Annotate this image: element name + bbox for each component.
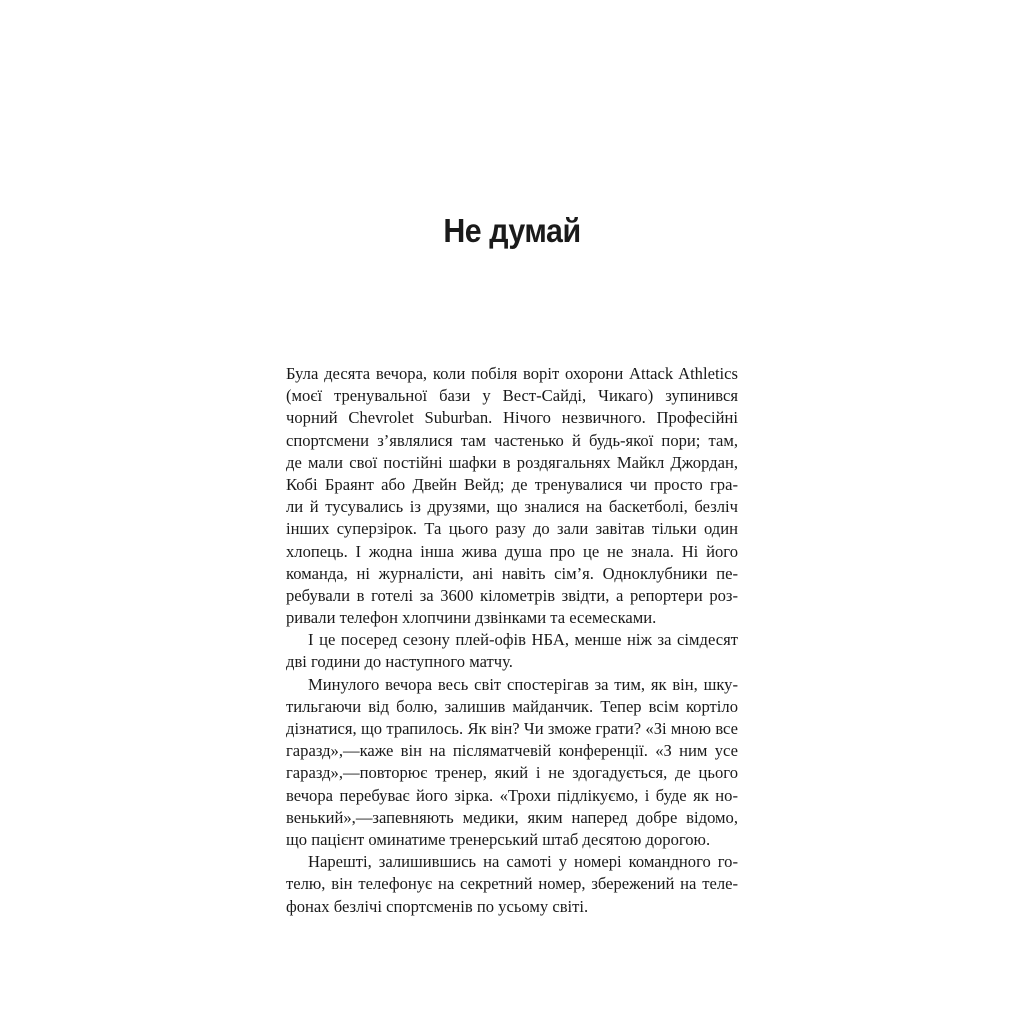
text-line: ли й тусувались із друзями, що зналися на баскетболі, безліч xyxy=(286,497,738,517)
text-line: хлопець. І жодна інша жива душа про це не знала. Ні його xyxy=(286,541,738,561)
text-line: інших суперзірок. Та цього разу до зали завітав тільки один xyxy=(286,519,738,539)
text-line: команда, ні журналісти, ані навіть сім’я. Одноклубники пе- xyxy=(286,563,738,583)
text-line: гаразд»,—каже він на післяматчевій конференції. «З ним усе xyxy=(286,741,738,761)
text-line: що пацієнт оминатиме тренерський штаб десятою дорогою. xyxy=(286,829,711,849)
paragraph xyxy=(286,674,738,852)
text-line: ривали телефон хлопчини дзвінками та есемесками. xyxy=(286,608,657,628)
text-line: венький»,—запевняють медики, яким наперед добре відомо, xyxy=(286,807,738,827)
text-line: фонах безлічі спортсменів по усьому світі. xyxy=(286,896,589,916)
text-line: Кобі Браянт або Двейн Вейд; де тренувалися чи просто гра- xyxy=(286,474,738,494)
text-line: І це посеред сезону плей-офів НБА, менше ніж за сімдесят xyxy=(308,630,738,650)
text-line: дві години до наступного матчу. xyxy=(286,652,513,672)
text-line: ребували в готелі за 3600 кілометрів звідти, а репортери роз- xyxy=(286,585,738,605)
text-line: гаразд»,—повторює тренер, який і не здогадується, де цього xyxy=(286,763,738,783)
text-line: де мали свої постійні шафки в роздягальнях Майкл Джордан, xyxy=(286,452,738,472)
text-line: Була десята вечора, коли побіля воріт охорони Attack Athletics xyxy=(286,364,738,383)
text-line: спортсмени з’являлися там частенько й будь-якої пори; там, xyxy=(286,430,738,450)
paragraph xyxy=(286,629,738,673)
text-line: Минулого вечора весь світ спостерігав за тим, як він, шку- xyxy=(308,674,738,694)
text-line: вечора перебуває його зірка. «Трохи підлікуємо, і буде як но- xyxy=(286,785,738,805)
text-line: дізнатися, що трапилось. Як він? Чи зможе грати? «Зі мною все xyxy=(286,719,738,738)
text-line: Нарешті, залишившись на самоті у номері командного го- xyxy=(308,852,738,872)
chapter-title: Не думай xyxy=(443,212,581,250)
text-line: тильгаючи від болю, залишив майданчик. Тепер всім кортіло xyxy=(286,696,738,716)
text-line: телю, він телефонує на секретний номер, збережений на теле- xyxy=(286,874,738,894)
text-line: чорний Chevrolet Suburban. Нічого незвичного. Професійні xyxy=(286,408,738,428)
paragraph xyxy=(286,851,738,918)
body-text xyxy=(286,363,738,918)
text-line: (моєї тренувальної бази у Вест-Сайді, Чикаго) зупинився xyxy=(286,386,738,406)
paragraph xyxy=(286,363,738,629)
